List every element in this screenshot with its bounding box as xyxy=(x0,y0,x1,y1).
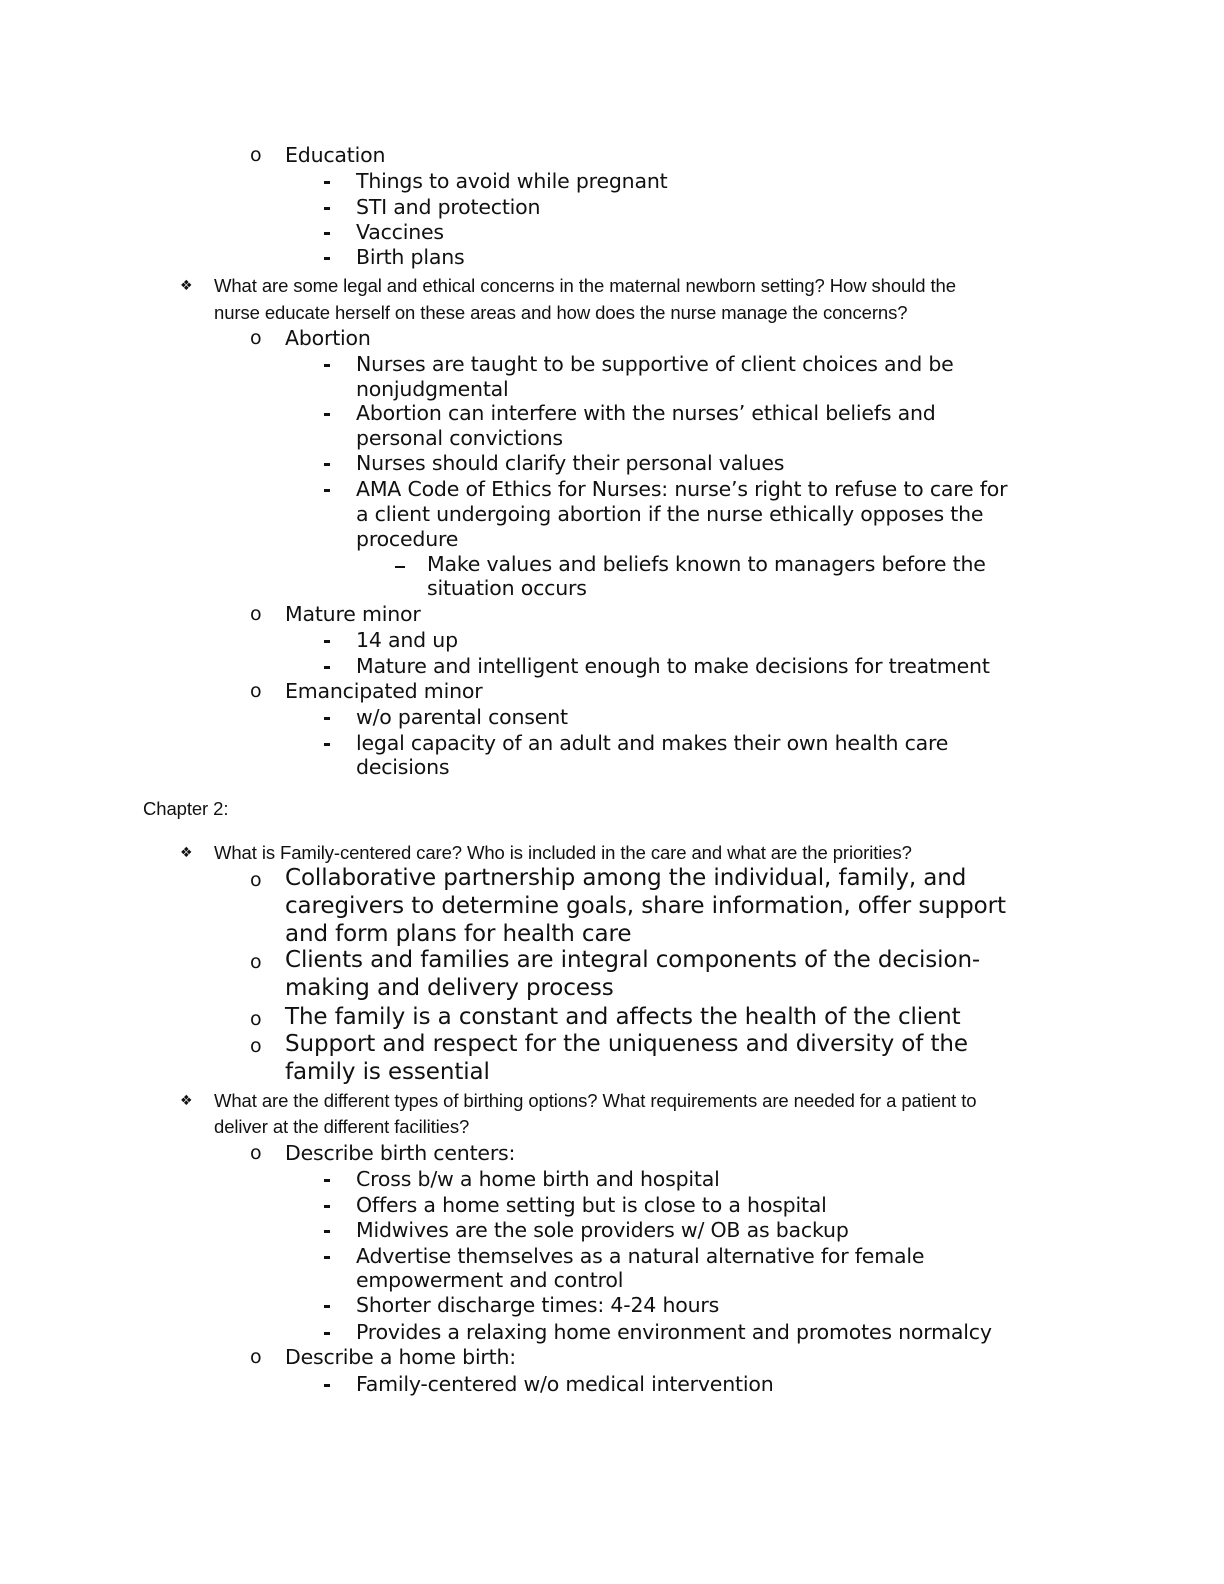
list-item: Cross b/w a home birth and hospital xyxy=(356,1167,720,1191)
diamond-bullet-icon: ❖ xyxy=(180,278,193,294)
question-text: nurse educate herself on these areas and how does the nurse manage the concerns? xyxy=(214,302,908,323)
sub-list-item: Make values and beliefs known to managers before the xyxy=(427,552,986,576)
square-bullet-icon xyxy=(324,413,330,416)
square-bullet-icon xyxy=(324,364,330,367)
circle-bullet-icon: o xyxy=(250,1346,262,1368)
chapter-heading: Chapter 2: xyxy=(143,798,229,819)
list-item: Things to avoid while pregnant xyxy=(356,169,668,193)
diamond-bullet-icon: ❖ xyxy=(180,1093,193,1109)
circle-bullet-icon: o xyxy=(250,1142,262,1164)
list-item-continued: family is essential xyxy=(285,1059,490,1085)
square-bullet-icon xyxy=(324,666,330,669)
list-item: AMA Code of Ethics for Nurses: nurse’s right to refuse to care for xyxy=(356,477,1008,501)
mature-minor-heading: Mature minor xyxy=(285,602,421,626)
list-item: Provides a relaxing home environment and promotes normalcy xyxy=(356,1320,992,1344)
square-bullet-icon xyxy=(324,717,330,720)
square-bullet-icon xyxy=(324,489,330,492)
question-text: What are the different types of birthing options? What requirements are needed for a patient to xyxy=(214,1090,977,1111)
list-item: Mature and intelligent enough to make decisions for treatment xyxy=(356,654,990,678)
list-item: Nurses should clarify their personal values xyxy=(356,451,785,475)
list-item: Clients and families are integral components of the decision- xyxy=(285,947,981,973)
square-bullet-icon xyxy=(324,1230,330,1233)
list-item-continued: nonjudgmental xyxy=(356,377,509,401)
question-text: deliver at the different facilities? xyxy=(214,1116,470,1137)
circle-bullet-icon: o xyxy=(250,1008,262,1030)
list-item: Collaborative partnership among the individual, family, and xyxy=(285,865,967,891)
list-item: Nurses are taught to be supportive of client choices and be xyxy=(356,352,954,376)
question-text: What is Family-centered care? Who is included in the care and what are the priorities? xyxy=(214,842,912,863)
list-item: Advertise themselves as a natural alternative for female xyxy=(356,1244,925,1268)
circle-bullet-icon: o xyxy=(250,951,262,973)
circle-bullet-icon: o xyxy=(250,144,262,166)
list-item: Vaccines xyxy=(356,220,444,244)
square-bullet-icon xyxy=(324,1205,330,1208)
circle-bullet-icon: o xyxy=(250,1035,262,1057)
list-item: Birth plans xyxy=(356,245,465,269)
birth-centers-heading: Describe birth centers: xyxy=(285,1141,516,1165)
square-bullet-icon xyxy=(324,1305,330,1308)
list-item: The family is a constant and affects the health of the client xyxy=(285,1004,961,1030)
square-bullet-icon xyxy=(324,1384,330,1387)
list-item: 14 and up xyxy=(356,628,458,652)
square-bullet-icon xyxy=(324,207,330,210)
list-item-continued: procedure xyxy=(356,527,459,551)
circle-bullet-icon: o xyxy=(250,869,262,891)
square-bullet-icon xyxy=(324,743,330,746)
list-item-continued: and form plans for health care xyxy=(285,921,632,947)
list-item: Abortion can interfere with the nurses’ ethical beliefs and xyxy=(356,401,936,425)
list-item: STI and protection xyxy=(356,195,541,219)
list-item-continued: a client undergoing abortion if the nurse ethically opposes the xyxy=(356,502,984,526)
square-bullet-icon xyxy=(324,1332,330,1335)
list-item-continued: empowerment and control xyxy=(356,1268,624,1292)
square-bullet-icon xyxy=(324,1179,330,1182)
list-item: Support and respect for the uniqueness and diversity of the xyxy=(285,1031,968,1057)
square-bullet-icon xyxy=(324,463,330,466)
circle-bullet-icon: o xyxy=(250,327,262,349)
education-heading: Education xyxy=(285,143,386,167)
square-bullet-icon xyxy=(324,181,330,184)
abortion-heading: Abortion xyxy=(285,326,371,350)
square-bullet-icon xyxy=(324,1256,330,1259)
dash-bullet-icon xyxy=(395,566,405,568)
list-item: w/o parental consent xyxy=(356,705,568,729)
list-item: legal capacity of an adult and makes their own health care xyxy=(356,731,949,755)
list-item-continued: personal convictions xyxy=(356,426,563,450)
emancipated-minor-heading: Emancipated minor xyxy=(285,679,483,703)
diamond-bullet-icon: ❖ xyxy=(180,845,193,861)
list-item: Family-centered w/o medical intervention xyxy=(356,1372,774,1396)
list-item: Offers a home setting but is close to a hospital xyxy=(356,1193,827,1217)
list-item: Midwives are the sole providers w/ OB as backup xyxy=(356,1218,849,1242)
circle-bullet-icon: o xyxy=(250,680,262,702)
circle-bullet-icon: o xyxy=(250,603,262,625)
sub-list-item-continued: situation occurs xyxy=(427,576,587,600)
list-item-continued: caregivers to determine goals, share information, offer support xyxy=(285,893,1006,919)
home-birth-heading: Describe a home birth: xyxy=(285,1345,516,1369)
list-item-continued: decisions xyxy=(356,755,450,779)
question-text: What are some legal and ethical concerns in the maternal newborn setting? How should the xyxy=(214,275,956,296)
square-bullet-icon xyxy=(324,257,330,260)
list-item-continued: making and delivery process xyxy=(285,975,614,1001)
square-bullet-icon xyxy=(324,232,330,235)
square-bullet-icon xyxy=(324,640,330,643)
list-item: Shorter discharge times: 4-24 hours xyxy=(356,1293,720,1317)
